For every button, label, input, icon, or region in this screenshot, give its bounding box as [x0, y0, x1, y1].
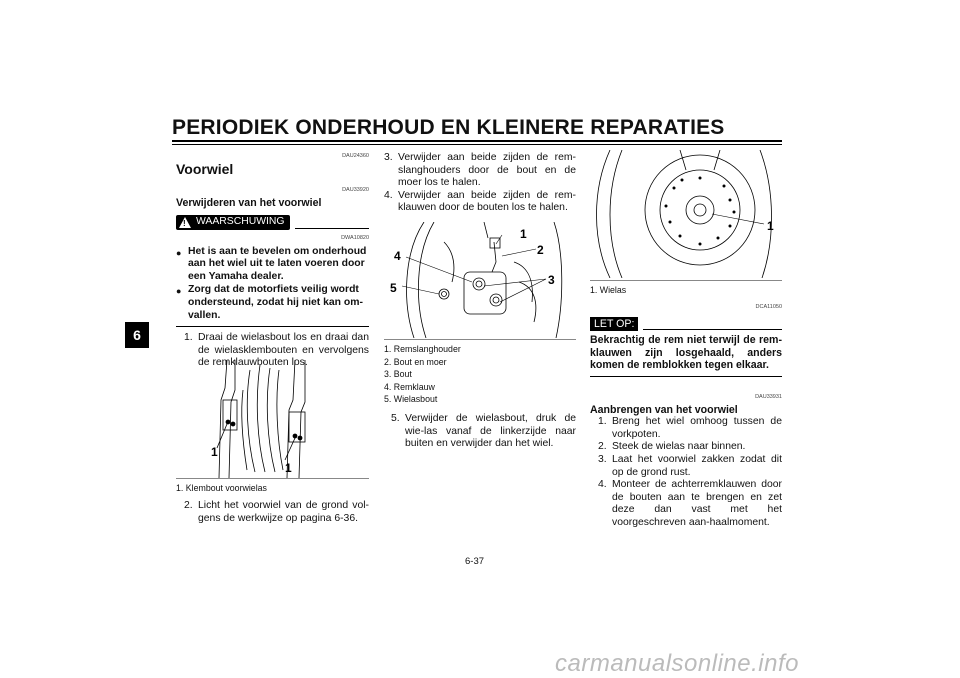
figure-label: 4: [394, 249, 401, 263]
step-text: Laat het voorwiel zakken zodat dit op de grond rust.: [612, 453, 782, 478]
page-header: [172, 116, 782, 140]
notice-rule: [643, 329, 782, 330]
figure-label: 5: [390, 281, 397, 295]
figure-label: 2: [537, 243, 544, 257]
subsection-title: Verwijderen van het voorwiel: [176, 196, 322, 209]
figure-brake-caliper: [384, 222, 576, 338]
step-number: 2.: [598, 441, 607, 453]
watermark: carmanualsonline.info: [555, 650, 799, 677]
column-1: [176, 150, 369, 370]
step-text: Monteer de achterremklauwen door de bouten aan te brengen en zet deze dan vast met het voorgeschreven aan-haalmoment.: [612, 479, 782, 528]
bullet-icon: ●: [176, 247, 182, 258]
notice-header: [590, 317, 782, 332]
warning-end-rule: [176, 326, 369, 327]
step-number: 2.: [184, 500, 193, 511]
subsection-title: Aanbrengen van het voorwiel: [590, 403, 738, 416]
doc-code: DAU24360: [342, 153, 369, 159]
step-number: 3.: [384, 152, 393, 163]
warning-badge: [176, 215, 290, 230]
step-text: Licht het voorwiel van de grond vol-gens de werkwijze op pagina 6-36.: [198, 500, 369, 524]
install-step: [598, 441, 782, 454]
figure-axle-clamp-bolts: [205, 360, 330, 478]
warning-label: WAARSCHUWING: [196, 216, 285, 228]
doc-code: DCA11050: [755, 304, 782, 310]
figure-caption: 1. Wielas: [590, 285, 627, 295]
step-text: Verwijder de wielasbout, druk de wie-las vanaf de linkerzijde naar buiten en verwijder dan het wiel.: [405, 413, 576, 450]
column-2: [384, 152, 576, 215]
warning-item: [176, 284, 369, 322]
step-5: [391, 413, 576, 451]
caption-rule: [590, 280, 782, 281]
caption-item: 1. Remslanghouder: [384, 344, 461, 354]
step-2: [184, 500, 369, 525]
step-number: 3.: [598, 453, 607, 465]
install-step: [598, 454, 782, 479]
step-text: Breng het wiel omhoog tussen de vorkpoten.: [612, 416, 782, 440]
step-number: 5.: [391, 413, 400, 424]
doc-code: DAU33931: [755, 393, 782, 400]
step-number: 1.: [598, 416, 607, 428]
step-text: Verwijder aan beide zijden de rem-slanghouders door de bout en de moer los te halen.: [398, 152, 576, 189]
install-step: [598, 479, 782, 529]
figure-captions: [384, 343, 576, 406]
step-4: [384, 190, 576, 215]
figure-wheel-axle: [590, 150, 782, 278]
step-number: 4.: [384, 189, 393, 201]
chapter-tab: 6: [125, 322, 149, 348]
step-text: Steek de wielas naar binnen.: [612, 441, 746, 453]
header-rule-thin: [172, 144, 782, 145]
caption-rule: [384, 339, 576, 340]
warning-item-text: Het is aan te bevelen om onderhoud aan het wiel uit te laten voeren door een Yamaha dealer.: [188, 245, 367, 282]
section-title: Voorwiel: [176, 160, 234, 177]
step-3: [384, 152, 576, 190]
warning-triangle-icon: !: [179, 217, 191, 228]
install-steps: [590, 416, 782, 529]
caption-rule: [176, 478, 369, 479]
install-step: [598, 416, 782, 441]
bullet-icon: ●: [176, 286, 182, 297]
notice-end-rule: [590, 376, 782, 377]
caption-item: 3. Bout: [384, 369, 412, 379]
figure-label: 1: [767, 219, 774, 233]
figure-label: 3: [548, 273, 555, 287]
figure-label: 1: [520, 227, 527, 241]
notice-text: Bekrachtig de rem niet terwijl de rem-klauwen zijn losgehaald, anders komen de remblokken tegen elkaar.: [590, 334, 782, 372]
step-text: Draai de wielasbout los en draai dan de wielasklembouten en vervolgens de remklauwbouten los.: [198, 332, 369, 369]
step-number: 1.: [184, 332, 193, 344]
figure-label: 1: [285, 461, 292, 475]
doc-code: DAU33920: [342, 187, 369, 194]
notice-block: [590, 301, 782, 530]
warning-item-text: Zorg dat de motorfiets veilig wordt ondersteund, zodat hij niet kan om-vallen.: [188, 284, 363, 321]
header-rule-thick: [172, 140, 782, 142]
warning-item: [176, 246, 369, 284]
notice-badge: LET OP:: [590, 317, 638, 332]
step-number: 4.: [598, 479, 607, 491]
page-title: PERIODIEK ONDERHOUD EN KLEINERE REPARATIES: [172, 116, 725, 139]
caption-item: 2. Bout en moer: [384, 356, 447, 367]
figure-label: 1: [211, 445, 218, 459]
page-number: 6-37: [465, 556, 485, 567]
figure-caption: 1. Klembout voorwielas: [176, 483, 267, 493]
caption-item: 4. Remklauw: [384, 381, 435, 392]
warning-rule: [295, 228, 369, 229]
caption-item: 5. Wielasbout: [384, 394, 438, 404]
warning-header: [176, 215, 369, 230]
doc-code: DWA10820: [341, 234, 369, 241]
step-text: Verwijder aan beide zijden de rem-klauwen door de bouten los te halen.: [398, 189, 576, 214]
